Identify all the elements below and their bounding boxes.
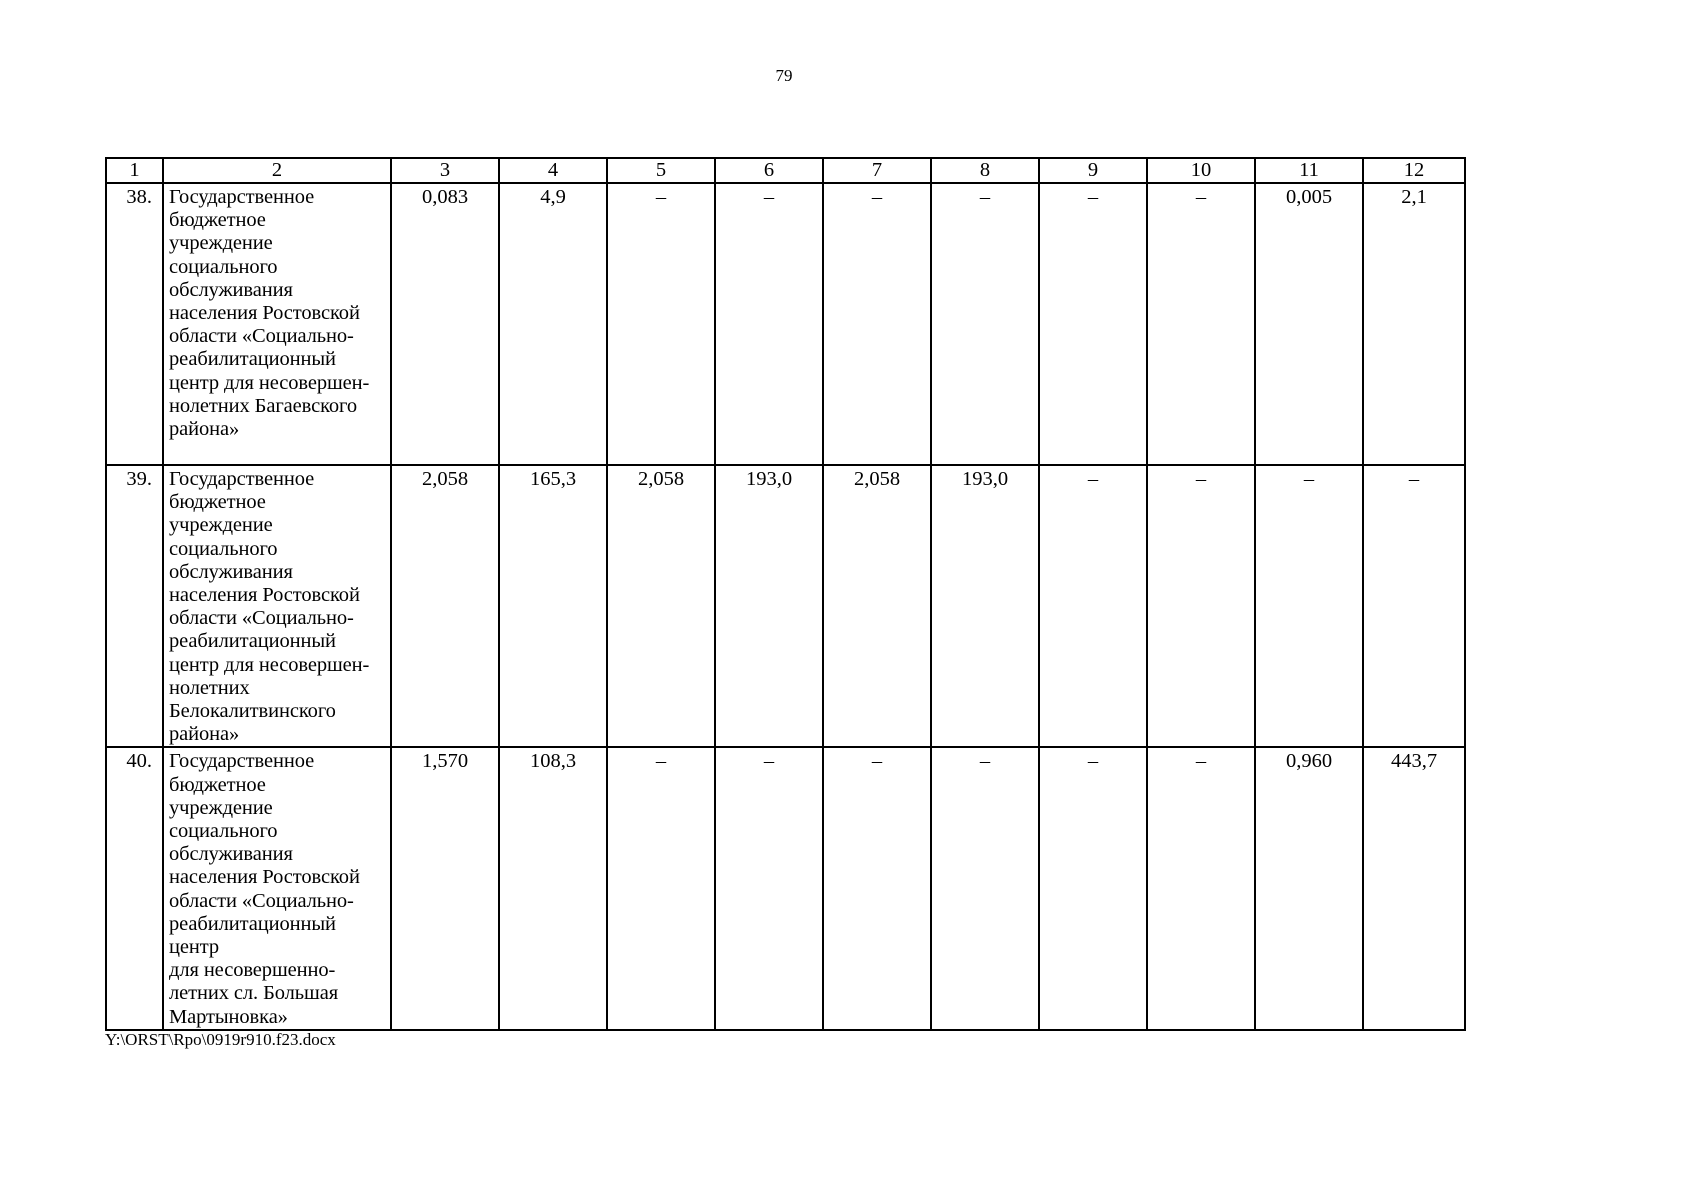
column-header: 12 bbox=[1363, 158, 1465, 183]
row-number: 39. bbox=[106, 465, 163, 747]
table-cell: – bbox=[1255, 465, 1363, 747]
page-number: 79 bbox=[775, 66, 793, 85]
column-header: 8 bbox=[931, 158, 1039, 183]
table-cell: 2,058 bbox=[823, 465, 931, 747]
row-number: 40. bbox=[106, 747, 163, 1029]
table-cell: 165,3 bbox=[499, 465, 607, 747]
table-cell: – bbox=[1039, 183, 1147, 465]
column-header: 4 bbox=[499, 158, 607, 183]
footer-file-path: Y:\ORST\Rpo\0919r910.f23.docx bbox=[105, 1030, 336, 1049]
institution-name: Государственное бюджетное учреждение социального обслуживания населения Ростовской области «Социально- реабилитационный центр для несовершен- нолетних Белокалитвинского района» bbox=[163, 465, 391, 747]
table-cell: – bbox=[931, 747, 1039, 1029]
table-row bbox=[106, 183, 1465, 465]
table-cell: – bbox=[1147, 747, 1255, 1029]
table-cell: – bbox=[823, 747, 931, 1029]
table-cell: – bbox=[1147, 465, 1255, 747]
table-cell: – bbox=[931, 183, 1039, 465]
table-row bbox=[106, 747, 1465, 1029]
table-cell: 0,005 bbox=[1255, 183, 1363, 465]
table-cell: – bbox=[1039, 747, 1147, 1029]
table-cell: 0,960 bbox=[1255, 747, 1363, 1029]
column-header: 1 bbox=[106, 158, 163, 183]
table-cell: 193,0 bbox=[715, 465, 823, 747]
table-cell: 2,058 bbox=[391, 465, 499, 747]
table-row bbox=[106, 465, 1465, 747]
table-cell: 193,0 bbox=[931, 465, 1039, 747]
table-cell: 2,1 bbox=[1363, 183, 1465, 465]
institution-name: Государственное бюджетное учреждение социального обслуживания населения Ростовской области «Социально- реабилитационный центр для несовершен- нолетних Багаевского района» bbox=[163, 183, 391, 465]
data-table bbox=[105, 157, 1466, 1031]
table-cell: – bbox=[1363, 465, 1465, 747]
column-header: 9 bbox=[1039, 158, 1147, 183]
table-cell: – bbox=[607, 747, 715, 1029]
table-cell: 4,9 bbox=[499, 183, 607, 465]
table-cell: 0,083 bbox=[391, 183, 499, 465]
column-header: 7 bbox=[823, 158, 931, 183]
table-cell: – bbox=[823, 183, 931, 465]
column-header: 10 bbox=[1147, 158, 1255, 183]
table-cell: – bbox=[715, 747, 823, 1029]
column-header: 11 bbox=[1255, 158, 1363, 183]
table-cell: 443,7 bbox=[1363, 747, 1465, 1029]
table-cell: 1,570 bbox=[391, 747, 499, 1029]
table-cell: 108,3 bbox=[499, 747, 607, 1029]
column-header: 5 bbox=[607, 158, 715, 183]
column-header: 3 bbox=[391, 158, 499, 183]
table-cell: – bbox=[1147, 183, 1255, 465]
table-cell: – bbox=[715, 183, 823, 465]
table-cell: 2,058 bbox=[607, 465, 715, 747]
institution-name: Государственное бюджетное учреждение социального обслуживания населения Ростовской области «Социально- реабилитационный центр для несовершенно- летних сл. Большая Мартыновка» bbox=[163, 747, 391, 1029]
row-number: 38. bbox=[106, 183, 163, 465]
column-header: 6 bbox=[715, 158, 823, 183]
column-header: 2 bbox=[163, 158, 391, 183]
table-cell: – bbox=[1039, 465, 1147, 747]
table-header-row bbox=[106, 158, 1465, 183]
table-cell: – bbox=[607, 183, 715, 465]
